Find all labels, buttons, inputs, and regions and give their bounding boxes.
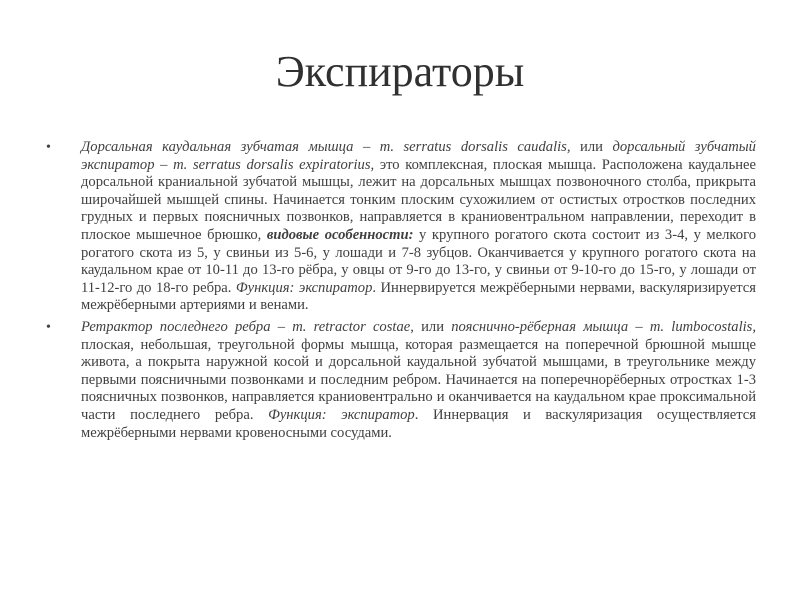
latin-name: m. serratus dorsalis caudalis, [379,139,571,155]
slide-title: Экспираторы [275,47,525,96]
bullet-text [81,139,756,313]
bullet-list [46,139,756,446]
function-label: Функция: экспиратор [235,279,373,296]
muscle-name: Дорсальная каудальная зубчатая мышца – [81,139,380,155]
muscle-name: Ретрактор последнего ребра – m. retractor costae [81,318,411,335]
bullet-dot-icon: • [46,140,51,155]
text-segment: . Иннервируется межрёберными нервами, васкуляризируется межрёберными артериями и венами. [81,279,756,314]
species-features-label: видовые особенности: [266,226,414,243]
text-segment: плоская, небольшая, треугольной формы мышца, которая размещается на поперечной брюшной мышце живота, а покрыта наружной косой и дорсальной каудальной зубчатой мышцами, в треугольнике между первыми поясничными позвонками и последним ребром. Начинается на поперечнорёберных отростках 1-3 поясничных позвонков, направляется краниовентрально и оканчивается на каудальном крае проксимальной части последнего ребра. [81,336,756,423]
text-segment: это комплексная, плоская мышца. Расположена каудальнее дорсальной краниальной зубчатой мышцы, лежит на дорсальных мышцах позвоночного столба, прикрыта широчайшей мышцей спины. Начинается тонким плоским сухожилием от остистых отростков последних грудных и первых поясничных позвонков, направляется в краниовентральном направлении, переходит в плоское мышечное брюшко, [81,156,756,243]
bullet-text [81,319,756,441]
bullet-item-serratus [46,139,756,315]
bullet-dot-icon: • [46,319,51,335]
text-segment: . Иннервация и васкуляризация осуществляется межрёберными нервами кровеносными сосудами. [81,406,757,441]
text-segment: у крупного рогатого скота состоит из 3-4, у мелкого рогатого скота из 5, у свиньи из 5-6, у лошади и 7-8 зубцов. Оканчивается у крупного рогатого скота на каудальном крае от 10-11 до 13-го рёбра, у овцы от 9-го до 13-го, у свиньи от 9-10-го до 15-го, у лошади от 11-12-го до 18-го ребра. [81,226,756,296]
alt-name: дорсальный зубчатый экспиратор – m. serratus dorsalis expiratorius, [81,139,756,173]
alt-name: пояснично-рёберная мышца – m. lumbocostalis, [451,318,756,335]
text-segment: или [570,139,613,155]
function-label: Функция: экспиратор [268,406,415,423]
bullet-item-retractor [46,319,756,442]
text-segment: , или [410,318,452,335]
